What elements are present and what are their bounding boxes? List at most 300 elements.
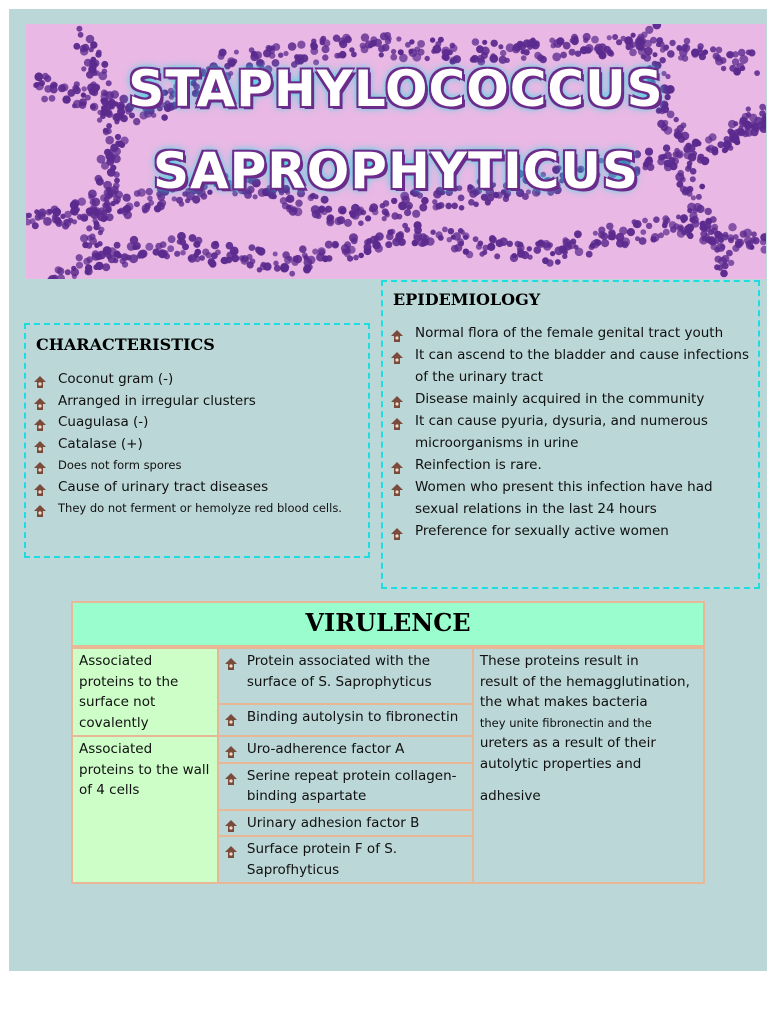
bacterium-dot <box>56 220 61 225</box>
bacterium-dot <box>752 237 759 244</box>
bacterium-dot <box>481 52 488 59</box>
bacterium-dot <box>515 241 521 247</box>
bacterium-dot <box>168 235 176 243</box>
bacterium-dot <box>412 240 419 247</box>
result-text-1: These proteins result in <box>479 653 639 669</box>
bacterium-dot <box>270 45 275 50</box>
bacterium-dot <box>133 118 140 125</box>
bullet-icon <box>34 396 46 408</box>
protein-cell: Uro-adherence factor A <box>218 736 473 763</box>
bullet-icon <box>391 525 403 537</box>
bacterium-dot <box>323 39 330 46</box>
bacterium-dot <box>382 44 390 52</box>
bacterium-dot <box>297 41 305 49</box>
bacterium-dot <box>86 225 92 231</box>
bacterium-dot <box>550 251 555 256</box>
bacterium-dot <box>338 206 347 215</box>
bacterium-dot <box>134 201 140 207</box>
bacterium-dot <box>193 252 199 258</box>
result-cell <box>473 648 704 883</box>
bullet-icon <box>225 818 237 830</box>
bacterium-dot <box>651 233 660 242</box>
bacterium-dot <box>215 249 221 255</box>
bacterium-dot <box>761 246 767 254</box>
bacterium-dot <box>325 241 333 249</box>
bacterium-dot <box>389 229 395 235</box>
bacterium-dot <box>638 47 646 55</box>
bacterium-dot <box>138 250 147 259</box>
bacterium-dot <box>714 231 722 239</box>
bacterium-dot <box>738 49 746 57</box>
bacterium-dot <box>339 51 347 59</box>
bacterium-dot <box>280 264 289 273</box>
bacterium-dot <box>294 255 302 263</box>
bacterium-dot <box>472 38 480 46</box>
characteristics-heading: CHARACTERISTICS <box>36 335 215 354</box>
bacterium-dot <box>145 243 153 251</box>
bacterium-dot <box>174 251 180 257</box>
bacterium-dot <box>458 241 464 247</box>
bacterium-dot <box>422 239 429 246</box>
bacterium-dot <box>68 218 74 224</box>
bacterium-dot <box>641 32 647 38</box>
bacterium-dot <box>705 218 712 225</box>
bacterium-dot <box>728 120 736 128</box>
epidemiology-box <box>381 280 760 589</box>
bacterium-dot <box>396 36 401 41</box>
bacterium-dot <box>188 255 194 261</box>
protein-cell: Binding autolysin to fibronectin <box>218 704 473 736</box>
bacterium-dot <box>307 256 316 265</box>
bacterium-dot <box>78 32 84 38</box>
bacterium-dot <box>491 40 498 47</box>
bacterium-dot <box>656 37 663 44</box>
bacterium-dot <box>325 206 332 213</box>
bacterium-dot <box>653 24 662 29</box>
bacterium-dot <box>483 245 489 251</box>
bacterium-dot <box>490 53 495 58</box>
bacterium-dot <box>385 212 390 217</box>
category-wall: Associated proteins to the wall of 4 cells <box>72 736 218 883</box>
bacterium-dot <box>676 45 682 51</box>
bacterium-dot <box>414 221 422 229</box>
bullet-icon <box>34 460 46 472</box>
bacterium-dot <box>448 228 454 234</box>
bacterium-dot <box>635 236 640 241</box>
bacterium-dot <box>442 227 448 233</box>
bacterium-dot <box>660 47 666 53</box>
bacterium-dot <box>735 137 740 142</box>
bacterium-dot <box>87 235 93 241</box>
bacterium-dot <box>288 42 297 51</box>
bacterium-dot <box>612 34 618 40</box>
bacterium-dot <box>601 239 609 247</box>
bacterium-dot <box>466 251 473 258</box>
bacterium-dot <box>436 231 443 238</box>
bacterium-dot <box>594 239 599 244</box>
bacterium-dot <box>635 38 643 46</box>
bacterium-dot <box>142 204 150 212</box>
bacterium-dot <box>489 236 497 244</box>
bacterium-dot <box>352 212 360 220</box>
bullet-icon <box>34 482 46 494</box>
bacterium-dot <box>106 123 112 129</box>
bacterium-dot <box>247 261 254 268</box>
bacterium-dot <box>681 230 687 236</box>
bacterium-dot <box>103 129 110 136</box>
bacterium-dot <box>641 54 646 59</box>
bacterium-dot <box>699 224 706 231</box>
bacterium-dot <box>691 50 697 56</box>
bacterium-dot <box>92 218 97 223</box>
bacterium-dot <box>555 259 561 265</box>
bacterium-dot <box>473 236 479 242</box>
bacterium-dot <box>646 223 652 229</box>
bacterium-dot <box>681 132 690 141</box>
bacterium-dot <box>716 47 723 54</box>
bacterium-dot <box>351 52 357 58</box>
result-text-3: they unite fibronectin and the <box>479 715 652 730</box>
bacterium-dot <box>728 260 734 266</box>
list-item: Women who present this infection have had sexual relations in the last 24 hours <box>391 476 757 520</box>
bacterium-dot <box>430 37 435 42</box>
bacterium-dot <box>341 244 350 253</box>
bacterium-dot <box>351 204 360 213</box>
bacterium-dot <box>122 206 128 212</box>
bacterium-dot <box>193 241 200 248</box>
bacterium-dot <box>590 243 596 249</box>
bacterium-dot <box>574 230 582 238</box>
bullet-icon <box>225 656 237 668</box>
bacterium-dot <box>114 251 121 258</box>
bacterium-dot <box>295 200 302 207</box>
bacterium-dot <box>292 206 298 212</box>
bacterium-dot <box>213 241 218 246</box>
bacterium-dot <box>380 203 386 209</box>
bacterium-dot <box>609 230 616 237</box>
bacterium-dot <box>667 50 675 58</box>
bacterium-dot <box>653 216 660 223</box>
bacterium-dot <box>129 254 138 263</box>
bullet-icon <box>391 459 403 471</box>
bacterium-dot <box>358 220 364 226</box>
bacterium-dot <box>527 246 532 251</box>
bacterium-dot <box>113 258 118 263</box>
bacterium-dot <box>318 206 325 213</box>
bacterium-dot <box>43 217 52 226</box>
bacterium-dot <box>347 256 353 262</box>
bacterium-dot <box>500 50 506 56</box>
bacterium-dot <box>496 239 504 247</box>
protein-cell: Protein associated with the surface of S. Saprophyticus <box>218 648 473 704</box>
bacterium-dot <box>278 53 283 58</box>
bacterium-dot <box>717 265 723 271</box>
bacterium-dot <box>94 243 99 248</box>
list-item: Coconut gram (-) <box>34 369 364 391</box>
bacterium-dot <box>257 267 262 272</box>
list-item: Cause of urinary tract diseases <box>34 477 364 499</box>
bullet-icon <box>34 417 46 429</box>
bacterium-dot <box>523 49 529 55</box>
bacterium-dot <box>710 46 716 52</box>
bacterium-dot <box>261 262 266 267</box>
protein-cell: Urinary adhesion factor B <box>218 810 473 837</box>
bacterium-dot <box>726 250 733 257</box>
bacterium-dot <box>385 241 392 248</box>
list-item: They do not ferment or hemolyze red blood cells. <box>34 498 364 520</box>
list-item: It can cause pyuria, dysuria, and numerous microorganisms in urine <box>391 410 757 454</box>
bacterium-dot <box>633 220 641 228</box>
bacterium-dot <box>631 33 636 38</box>
bacterium-dot <box>310 42 317 49</box>
bacterium-dot <box>556 37 564 45</box>
bacterium-dot <box>57 267 65 275</box>
bacterium-dot <box>570 239 576 245</box>
bacterium-dot <box>353 255 359 261</box>
bacterium-dot <box>95 253 101 259</box>
bacterium-dot <box>337 216 345 224</box>
bacterium-dot <box>287 256 292 261</box>
bacterium-dot <box>728 223 736 231</box>
bacterium-dot <box>510 254 518 262</box>
bacterium-dot <box>89 47 94 52</box>
title-line-1: STAPHYLOCOCCUS <box>128 60 664 118</box>
bacterium-dot <box>450 44 458 52</box>
bullet-icon <box>225 744 237 756</box>
bacterium-dot <box>598 227 605 234</box>
bacterium-dot <box>709 133 717 141</box>
bacterium-dot <box>535 241 540 246</box>
bacterium-dot <box>451 203 458 210</box>
bacterium-dot <box>358 253 364 259</box>
bacterium-dot <box>658 232 664 238</box>
bacterium-dot <box>743 229 752 238</box>
bacterium-dot <box>684 38 691 45</box>
bacterium-dot <box>391 49 396 54</box>
category-surface: Associated proteins to the surface not covalently <box>72 648 218 736</box>
bacterium-dot <box>365 215 371 221</box>
bacterium-dot <box>727 234 734 241</box>
table-row <box>72 648 704 704</box>
bacterium-dot <box>664 126 673 135</box>
bullet-icon <box>391 415 403 427</box>
list-item: Arranged in irregular clusters <box>34 391 364 413</box>
bacterium-dot <box>76 262 83 269</box>
bacterium-dot <box>527 44 533 50</box>
bacterium-dot <box>726 51 733 58</box>
title-banner <box>26 24 766 279</box>
bacterium-dot <box>528 255 533 260</box>
bacterium-dot <box>114 242 121 249</box>
bacterium-dot <box>412 210 420 218</box>
bacterium-dot <box>93 224 99 230</box>
bacterium-dot <box>705 236 712 243</box>
bacterium-dot <box>705 208 712 215</box>
list-item: Does not form spores <box>34 455 364 477</box>
bacterium-dot <box>93 264 99 270</box>
bacterium-dot <box>102 263 110 271</box>
bacterium-dot <box>663 229 670 236</box>
bacterium-dot <box>50 206 58 214</box>
bacterium-dot <box>418 49 425 56</box>
bacterium-dot <box>34 209 39 214</box>
bacterium-dot <box>451 235 456 240</box>
bacterium-dot <box>720 270 728 278</box>
bacterium-dot <box>619 227 627 235</box>
result-text-4: ureters as a result of their autolytic properties and <box>479 735 656 772</box>
epidemiology-list <box>391 322 757 542</box>
bacterium-dot <box>708 229 714 235</box>
bacterium-dot <box>82 242 89 249</box>
bacterium-dot <box>375 244 383 252</box>
bacterium-dot <box>681 218 686 223</box>
bacterium-dot <box>583 38 588 43</box>
bullet-icon <box>34 439 46 451</box>
bacterium-dot <box>547 242 553 248</box>
bacterium-dot <box>98 230 103 235</box>
bacterium-dot <box>669 40 675 46</box>
bacterium-dot <box>251 51 257 57</box>
bacterium-dot <box>333 242 338 247</box>
bacterium-dot <box>226 242 234 250</box>
virulence-table <box>71 647 705 884</box>
bacterium-dot <box>202 249 209 256</box>
bullet-icon <box>225 712 237 724</box>
bacterium-dot <box>607 35 612 40</box>
bacterium-dot <box>158 249 167 258</box>
bacterium-dot <box>662 120 668 126</box>
bacterium-dot <box>430 230 435 235</box>
bacterium-dot <box>76 254 83 261</box>
bacterium-dot <box>734 129 740 135</box>
bacterium-dot <box>405 42 411 48</box>
bacterium-dot <box>640 229 646 235</box>
bacterium-dot <box>85 265 92 272</box>
bacterium-dot <box>463 235 468 240</box>
bacterium-dot <box>597 49 603 55</box>
bacterium-dot <box>302 252 308 258</box>
bacterium-dot <box>96 50 102 56</box>
epidemiology-heading: EPIDEMIOLOGY <box>393 290 541 309</box>
bacterium-dot <box>64 211 71 218</box>
bacterium-dot <box>417 40 425 48</box>
bacterium-dot <box>542 257 549 264</box>
bacterium-dot <box>494 253 500 259</box>
bacterium-dot <box>714 247 720 253</box>
list-item: Cuagulasa (-) <box>34 412 364 434</box>
bacterium-dot <box>687 232 693 238</box>
bacterium-dot <box>549 38 555 44</box>
bacterium-dot <box>385 38 391 44</box>
bacterium-dot <box>512 45 520 53</box>
bacterium-dot <box>379 52 384 57</box>
list-item: Catalase (+) <box>34 434 364 456</box>
bacterium-dot <box>155 243 162 250</box>
bacterium-dot <box>607 49 614 56</box>
bacterium-dot <box>361 210 367 216</box>
bacterium-dot <box>749 245 754 250</box>
bacterium-dot <box>148 200 154 206</box>
result-text-5: adhesive <box>479 788 541 804</box>
bacterium-dot <box>591 36 599 44</box>
bacterium-dot <box>575 51 581 57</box>
bacterium-dot <box>180 250 186 256</box>
bacterium-dot <box>438 202 445 209</box>
bacterium-dot <box>642 218 648 224</box>
bacterium-dot <box>374 235 380 241</box>
bacterium-dot <box>572 36 579 43</box>
bacterium-dot <box>122 261 128 267</box>
bullet-icon <box>34 374 46 386</box>
bacterium-dot <box>232 249 238 255</box>
bacterium-dot <box>249 244 256 251</box>
characteristics-box <box>24 323 370 558</box>
bullet-icon <box>34 503 46 515</box>
bacterium-dot <box>274 265 281 272</box>
bacterium-dot <box>735 239 742 246</box>
bacterium-dot <box>593 231 598 236</box>
bacterium-dot <box>209 260 216 267</box>
bacterium-dot <box>498 44 503 49</box>
title-line-2: SAPROPHYTICUS <box>152 142 640 200</box>
bacterium-dot <box>629 49 637 57</box>
bacterium-dot <box>30 218 36 224</box>
bacterium-dot <box>606 223 613 230</box>
bacterium-dot <box>712 224 719 231</box>
bacterium-dot <box>397 214 403 220</box>
bacterium-dot <box>419 204 427 212</box>
bacterium-dot <box>392 238 401 247</box>
protein-cell: Surface protein F of S. Saprofhyticus <box>218 836 473 883</box>
bacterium-dot <box>438 37 444 43</box>
bullet-icon <box>391 349 403 361</box>
bacterium-dot <box>372 209 378 215</box>
bacterium-dot <box>751 123 759 131</box>
bacterium-dot <box>179 239 186 246</box>
bacterium-dot <box>344 36 352 44</box>
bacterium-dot <box>700 230 707 237</box>
bacterium-dot <box>586 251 593 258</box>
bacterium-dot <box>689 217 694 222</box>
bacterium-dot <box>94 210 99 215</box>
bacterium-dot <box>327 218 334 225</box>
bacterium-dot <box>115 134 121 140</box>
bacterium-dot <box>167 245 174 252</box>
bacterium-dot <box>674 131 681 138</box>
bacterium-dot <box>562 254 567 259</box>
bullet-icon <box>391 393 403 405</box>
bacterium-dot <box>99 207 105 213</box>
result-text-2: result of the hemagglutination, the what makes bacteria <box>479 673 690 710</box>
bacterium-dot <box>57 274 65 279</box>
bacterium-dot <box>289 271 295 277</box>
bacterium-dot <box>114 119 119 124</box>
bacterium-dot <box>460 230 465 235</box>
bacterium-dot <box>627 228 635 236</box>
bacterium-dot <box>748 49 755 56</box>
bacterium-dot <box>361 33 369 41</box>
bacterium-dot <box>273 252 278 257</box>
bullet-icon <box>225 771 237 783</box>
bacterium-dot <box>732 51 738 57</box>
bacterium-dot <box>234 50 239 55</box>
list-item: Normal flora of the female genital tract youth <box>391 322 757 344</box>
bullet-icon <box>391 481 403 493</box>
bacterium-dot <box>349 233 358 242</box>
bacterium-dot <box>257 247 265 255</box>
list-item: Preference for sexually active women <box>391 520 757 542</box>
bacterium-dot <box>344 219 352 227</box>
